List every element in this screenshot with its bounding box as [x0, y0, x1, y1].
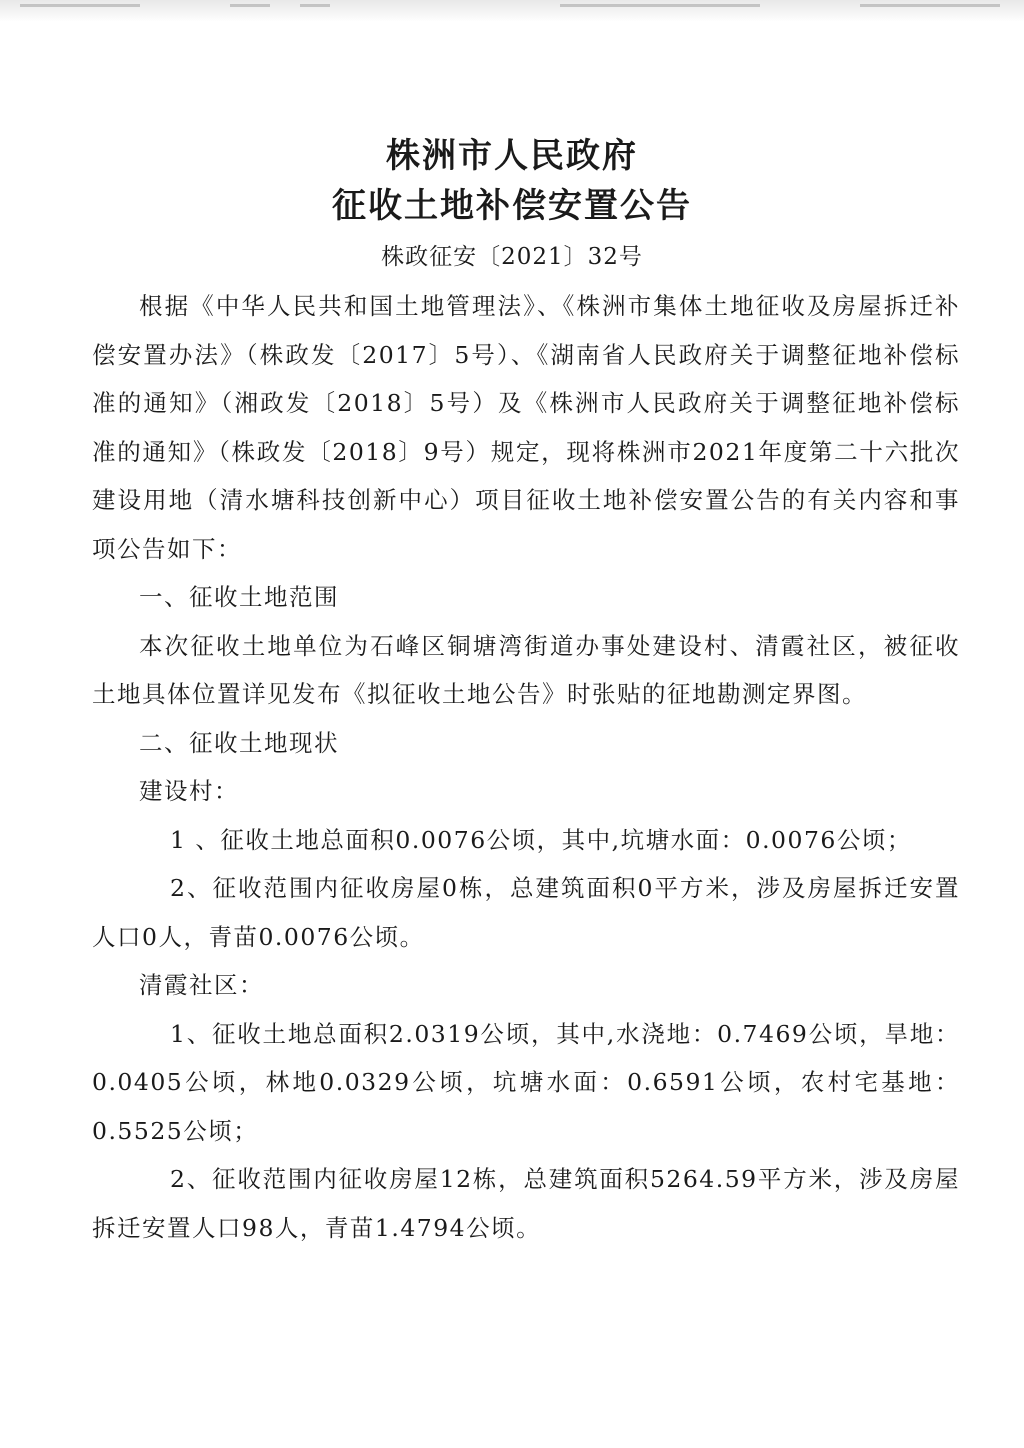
- document-title-line2: 征收土地补偿安置公告: [332, 186, 692, 226]
- paragraph-scope: 本次征收土地单位为石峰区铜塘湾街道办事处建设村、清霞社区，被征收土地具体位置详见发布《拟征收土地公告》时张贴的征地勘测定界图。: [92, 631, 960, 708]
- jianshe-item-1: 1 、征收土地总面积0.0076公顷，其中,坑塘水面：0.0076公顷；: [170, 825, 912, 854]
- subheading-jianshe-village: 建设村：: [139, 777, 239, 805]
- subheading-qingxia-community: 清霞社区：: [139, 971, 264, 999]
- document-number: 株政征安〔2021〕32号: [381, 244, 643, 270]
- scan-edge-artifact: [0, 0, 1024, 22]
- jianshe-item-2: 2、征收范围内征收房屋0栋，总建筑面积0平方米，涉及房屋拆迁安置人口0人，青苗0.0076公顷。: [92, 874, 960, 951]
- qingxia-item-1: 1、征收土地总面积2.0319公顷，其中,水浇地：0.7469公顷，旱地：0.0405公顷，林地0.0329公顷，坑塘水面：0.6591公顷，农村宅基地：0.5525公顷；: [92, 1019, 960, 1145]
- document-body: [92, 282, 960, 1252]
- paragraph-intro: 根据《中华人民共和国土地管理法》、《株洲市集体土地征收及房屋拆迁补偿安置办法》（株政发〔2017〕5号）、《湖南省人民政府关于调整征地补偿标准的通知》（湘政发〔2018〕5号）及《株洲市人民政府关于调整征地补偿标准的通知》（株政发〔2018〕9号）规定，现将株洲市2021年度第二十六批次建设用地（清水塘科技创新中心）项目征收土地补偿安置公告的有关内容和事项公告如下：: [92, 292, 960, 563]
- section-heading-1: 一、征收土地范围: [139, 583, 339, 611]
- section-heading-2: 二、征收土地现状: [139, 728, 339, 757]
- qingxia-item-2: 2、征收范围内征收房屋12栋，总建筑面积5264.59平方米，涉及房屋拆迁安置人口98人，青苗1.4794公顷。: [92, 1165, 960, 1242]
- document-title-line1: 株洲市人民政府: [386, 136, 638, 176]
